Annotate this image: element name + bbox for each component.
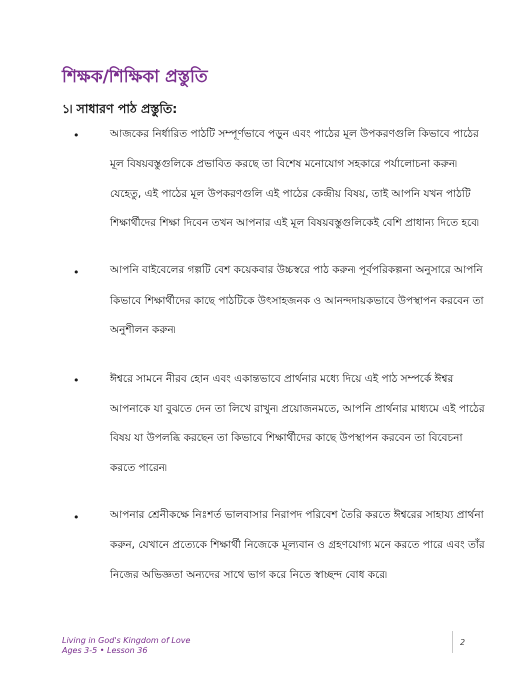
bullet-icon: • <box>73 129 80 142</box>
page-number: 2 <box>460 638 466 647</box>
paragraph-line: মূল বিষয়বস্তুগুলিকে প্রভাবিত করছে তা বিশেষ মনোযোগ সহকারে পর্যালোচনা করুন৷ <box>110 158 457 170</box>
page-title: শিক্ষক/শিক্ষিকা প্রস্তুতি <box>62 67 208 87</box>
footer-subtitle: Ages 3-5 • Lesson 36 <box>62 646 148 655</box>
paragraph-line: করুন, যেখানে প্রত্যেকে শিক্ষার্থী নিজেকে মূল্যবান ও গ্রহণযোগ্য মনে করতে পারে এবং তাঁর <box>110 539 485 551</box>
paragraph-line: আপনার শ্রেনীকক্ষে নিঃশর্ত ভালবাসার নিরাপদ পরিবেশ তৈরি করতে ঈশ্বরের সাহায্য প্রার্থনা <box>110 509 484 521</box>
paragraph-line: করতে পারেন৷ <box>110 462 167 474</box>
paragraph-line: আজকের নির্ধারিত পাঠটি সম্পূর্ণভাবে পড়ুন এবং পাঠের মূল উপকরণগুলি কিভাবে পাঠের <box>110 128 479 140</box>
bullet-icon: • <box>73 374 80 387</box>
paragraph-line: আপনাকে যা বুঝতে দেন তা লিখে রাখুন৷ প্রয়োজনমতে, আপনি প্রার্থনার মাধ্যমে এই পাঠের <box>110 403 485 415</box>
paragraph-line: ঈশ্বরে সামনে নীরব হোন এবং একান্তভাবে প্রার্থনার মধ্যে দিয়ে এই পাঠ সম্পর্কে ঈশ্বর <box>110 373 454 385</box>
bullet-icon: • <box>73 266 80 279</box>
section-heading: ১৷ সাধারণ পাঠ প্রস্তুতি: <box>62 101 178 116</box>
paragraph-line: কিভাবে শিক্ষার্থীদের কাছে পাঠটিকে উৎসাহজনক ও আনন্দদায়কভাবে উপস্থাপন করবেন তা <box>110 295 484 307</box>
footer-divider <box>452 631 453 653</box>
paragraph-line: যেহেতু, এই পাঠের মূল উপকরণগুলি এই পাঠের কেন্দ্রীয় বিষয়, তাই আপনি যখন পাঠটি <box>110 188 471 200</box>
footer-title: Living in God's Kingdom of Love <box>62 636 191 645</box>
paragraph-line: অনুশীলন করুন৷ <box>110 324 176 336</box>
paragraph-line: বিষয় যা উপলব্ধি করছেন তা কিভাবে শিক্ষার্থীদের কাছে উপস্থাপন করবেন তা বিবেচনা <box>110 432 463 444</box>
paragraph-line: আপনি বাইবেলের গল্পটি বেশ কয়েকবার উচ্চস্বরে পাঠ করুন৷ পূর্বপরিকল্পনা অনুসারে আপনি <box>110 264 483 276</box>
paragraph-line: শিক্ষার্থীদের শিক্ষা দিবেন তখন আপনার এই মূল বিষয়বস্তুগুলিকেই বেশি প্রাধান্য দিতে হবে৷ <box>110 217 479 229</box>
paragraph-line: নিজের অভিজ্ঞতা অন্যদের সাথে ভাগ করে নিতে স্বাচ্ছন্দ বোধ করে৷ <box>110 569 387 581</box>
bullet-icon: • <box>73 511 80 524</box>
